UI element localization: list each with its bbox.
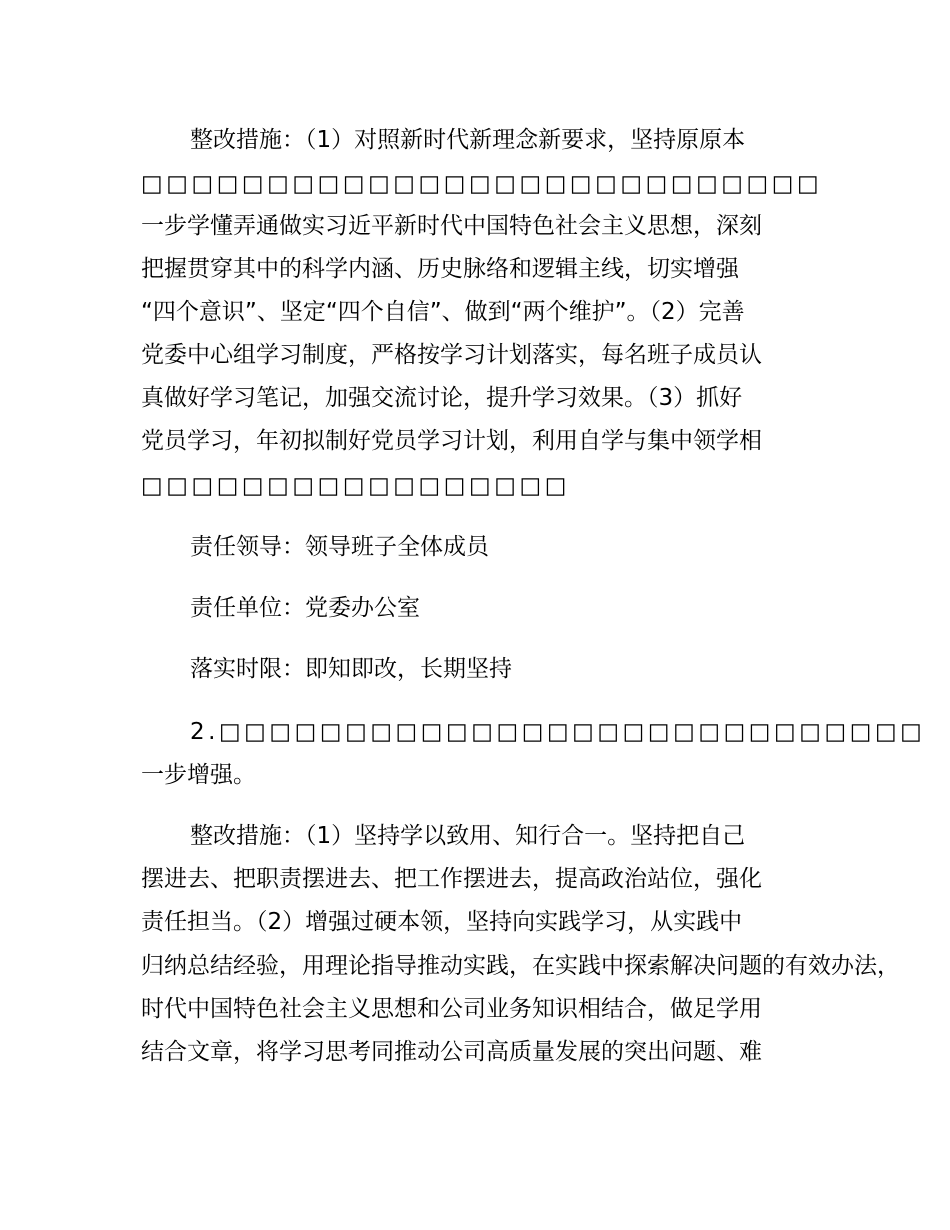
paragraph-1-line-6: 党委中心组学习制度，严格按学习计划落实，每名班子成员认 — [141, 342, 762, 368]
item-2-heading-line-2: 一步增强。 — [141, 762, 256, 788]
paragraph-1-line-3: 一步学懂弄通做实习近平新时代中国特色社会主义思想，深刻 — [141, 213, 762, 239]
responsible-leader: 责任领导：领导班子全体成员 — [190, 534, 489, 560]
paragraph-2-line-3: 责任担当。（2）增强过硬本领，坚持向实践学习，从实践中 — [141, 909, 743, 935]
paragraph-1-line-4: 把握贯穿其中的科学内涵、历史脉络和逻辑主线，切实增强 — [141, 256, 739, 282]
paragraph-2-line-5: 时代中国特色社会主义思想和公司业务知识相结合，做足学用 — [141, 996, 762, 1022]
paragraph-1-line-2: □□□□□□□□□□□□□□□□□□□□□□□□□□□ — [141, 171, 823, 197]
paragraph-2-line-2: 摆进去、把职责摆进去、把工作摆进去，提高政治站位，强化 — [141, 866, 762, 892]
item-2-heading-line-1: 2.□□□□□□□□□□□□□□□□□□□□□□□□□□□□ — [190, 719, 926, 745]
implementation-deadline: 落实时限：即知即改，长期坚持 — [190, 656, 512, 682]
paragraph-1-line-1: 整改措施：（1）对照新时代新理念新要求，坚持原原本 — [190, 127, 746, 153]
paragraph-1-line-7: 真做好学习笔记，加强交流讨论，提升学习效果。（3）抓好 — [141, 385, 743, 411]
paragraph-1-line-9: □□□□□□□□□□□□□□□□□ — [141, 473, 570, 499]
paragraph-2-line-6: 结合文章，将学习思考同推动公司高质量发展的突出问题、难 — [141, 1039, 762, 1065]
paragraph-1-line-8: 党员学习，年初拟制好党员学习计划，利用自学与集中领学相 — [141, 428, 762, 454]
paragraph-1-line-5: “四个意识”、坚定“四个自信”、做到“两个维护”。（2）完善 — [141, 299, 745, 325]
paragraph-2-line-1: 整改措施：（1）坚持学以致用、知行合一。坚持把自己 — [190, 823, 746, 849]
responsible-unit: 责任单位：党委办公室 — [190, 595, 420, 621]
paragraph-2-line-4: 归纳总结经验，用理论指导推动实践，在实践中探索解决问题的有效办法， — [141, 953, 900, 979]
